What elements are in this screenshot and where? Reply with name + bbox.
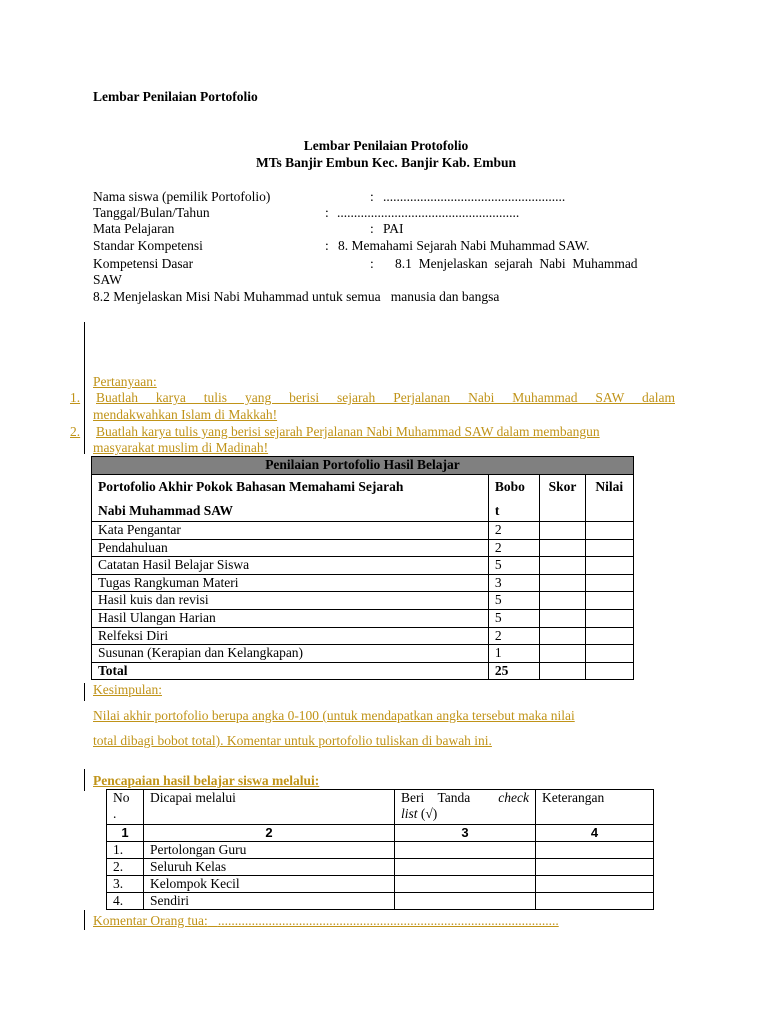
table-row [92, 539, 634, 557]
conclusion-heading: Kesimpulan: [93, 682, 162, 697]
questions-heading: Pertanyaan: [93, 374, 157, 389]
column-number: 4 [536, 825, 654, 842]
field-kd-2: 8.2 Menjelaskan Misi Nabi Muhammad untuk semua manusia dan bangsa [93, 289, 500, 304]
table-title: Penilaian Portofolio Hasil Belajar [92, 457, 634, 475]
row-item: Tugas Rangkuman Materi [92, 574, 489, 592]
question-1-number: 1. [70, 390, 81, 405]
field-subject-colon: : [370, 221, 374, 236]
col-header-no-line2: . [113, 806, 117, 821]
col-header-bobot-line1: Bobo [494, 479, 525, 494]
field-name-value: ...................................................... [383, 189, 566, 204]
row-nilai[interactable] [585, 539, 633, 557]
field-name-colon: : [370, 189, 374, 204]
row-nilai[interactable] [585, 522, 633, 540]
row-item: Susunan (Kerapian dan Kelangkapan) [92, 645, 489, 663]
row-skor[interactable] [540, 592, 585, 610]
field-name-label: Nama siswa (pemilik Portofolio) [93, 189, 271, 204]
col-header-topic [92, 475, 489, 522]
row-skor[interactable] [540, 574, 585, 592]
row-item: Relfeksi Diri [92, 627, 489, 645]
header-title: Lembar Penilaian Portofolio [93, 89, 258, 104]
total-nilai[interactable] [585, 662, 633, 680]
table-row [92, 522, 634, 540]
row-bobot: 5 [488, 592, 539, 610]
field-subject-label: Mata Pelajaran [93, 221, 175, 236]
row-keterangan[interactable] [536, 893, 654, 910]
margin-bar [84, 322, 85, 454]
row-bobot: 5 [488, 557, 539, 575]
row-skor[interactable] [540, 627, 585, 645]
row-skor[interactable] [540, 609, 585, 627]
doc-subtitle: MTs Banjir Embun Kec. Banjir Kab. Embun [255, 155, 517, 170]
row-no: 2. [107, 859, 144, 876]
row-check[interactable] [395, 876, 536, 893]
row-bobot: 3 [488, 574, 539, 592]
field-date-label: Tanggal/Bulan/Tahun [93, 205, 210, 220]
col-header-bobot-line2: t [494, 503, 500, 518]
margin-bar [84, 910, 85, 930]
table-row [92, 574, 634, 592]
col-header-skor-text: Skor [548, 479, 577, 494]
col-header-topic-line1: Portofolio Akhir Pokok Bahasan Memahami Sejarah [98, 479, 404, 494]
col-header-keterangan: Keterangan [536, 790, 654, 825]
row-no: 4. [107, 893, 144, 910]
row-skor[interactable] [540, 539, 585, 557]
row-skor[interactable] [540, 522, 585, 540]
col-header-dicapai: Dicapai melalui [144, 790, 395, 825]
table-row [92, 609, 634, 627]
column-number-row [107, 825, 654, 842]
row-nilai[interactable] [585, 592, 633, 610]
row-no: 3. [107, 876, 144, 893]
col-header-check-text: Beri Tanda [401, 790, 471, 805]
row-no: 1. [107, 842, 144, 859]
conclusion-line1: Nilai akhir portofolio berupa angka 0-100 (untuk mendapatkan angka tersebut maka nilai [93, 708, 575, 723]
total-label: Total [92, 662, 489, 680]
row-nilai[interactable] [585, 574, 633, 592]
field-kd-label: Kompetensi Dasar [93, 256, 194, 271]
col-header-bobot [488, 475, 539, 522]
row-item: Sendiri [144, 893, 395, 910]
col-header-check-symbol: (√) [420, 806, 438, 821]
column-number: 3 [395, 825, 536, 842]
row-skor[interactable] [540, 557, 585, 575]
row-item: Catatan Hasil Belajar Siswa [92, 557, 489, 575]
row-nilai[interactable] [585, 645, 633, 663]
question-2-line2: masyarakat muslim di Madinah! [93, 440, 269, 455]
table-row [107, 842, 654, 859]
row-keterangan[interactable] [536, 876, 654, 893]
row-keterangan[interactable] [536, 859, 654, 876]
row-item: Pertolongan Guru [144, 842, 395, 859]
question-1-line2: mendakwahkan Islam di Makkah! [93, 407, 278, 422]
col-header-topic-line2: Nabi Muhammad SAW [98, 503, 234, 518]
col-header-skor [540, 475, 585, 522]
row-bobot: 2 [488, 627, 539, 645]
row-item: Kata Pengantar [92, 522, 489, 540]
col-header-nilai-text: Nilai [595, 479, 624, 494]
parent-comment-label: Komentar Orang tua: [93, 913, 208, 928]
portfolio-assessment-table [91, 456, 634, 680]
margin-bar [84, 769, 85, 791]
row-item: Hasil Ulangan Harian [92, 609, 489, 627]
total-value: 25 [488, 662, 539, 680]
col-header-check-italic: check [498, 790, 529, 805]
row-bobot: 2 [488, 539, 539, 557]
achievement-heading: Pencapaian hasil belajar siswa melalui: [93, 773, 320, 788]
row-item: Kelompok Kecil [144, 876, 395, 893]
row-item: Pendahuluan [92, 539, 489, 557]
doc-title: Lembar Penilaian Protofolio [303, 138, 469, 153]
achievement-table [106, 789, 654, 910]
row-nilai[interactable] [585, 609, 633, 627]
field-kd-colon: : [370, 256, 374, 271]
col-header-no-line1: No [113, 790, 130, 805]
col-header-nilai [585, 475, 633, 522]
row-item: Hasil kuis dan revisi [92, 592, 489, 610]
row-check[interactable] [395, 859, 536, 876]
row-bobot: 5 [488, 609, 539, 627]
row-keterangan[interactable] [536, 842, 654, 859]
field-sk-colon: : [325, 238, 329, 253]
table-row [92, 592, 634, 610]
row-check[interactable] [395, 842, 536, 859]
field-date-colon: : [325, 205, 329, 220]
field-kd-continuation: SAW [93, 272, 122, 287]
col-header-no [107, 790, 144, 825]
field-date-value: ...................................................... [337, 205, 520, 220]
col-header-check [395, 790, 536, 825]
table-row [107, 876, 654, 893]
row-skor[interactable] [540, 645, 585, 663]
question-1-line1: Buatlah karya tulis yang berisi sejarah Perjalanan Nabi Muhammad SAW dalam [96, 390, 675, 405]
table-row [107, 859, 654, 876]
row-bobot: 1 [488, 645, 539, 663]
row-nilai[interactable] [585, 557, 633, 575]
table-row [92, 557, 634, 575]
question-2-line1: Buatlah karya tulis yang berisi sejarah Perjalanan Nabi Muhammad SAW dalam membangun [96, 424, 600, 439]
column-number: 1 [107, 825, 144, 842]
question-2-number: 2. [70, 424, 81, 439]
parent-comment-dots[interactable]: ..................................................................................................... [217, 913, 559, 928]
table-row [92, 645, 634, 663]
margin-bar [84, 683, 85, 701]
row-check[interactable] [395, 893, 536, 910]
table-row [107, 893, 654, 910]
row-item: Seluruh Kelas [144, 859, 395, 876]
total-row [92, 662, 634, 680]
table-row [92, 627, 634, 645]
col-header-check-list: list [401, 806, 418, 821]
field-kd-value: 8.1 Menjelaskan sejarah Nabi Muhammad [395, 256, 638, 271]
parent-comment [93, 913, 559, 929]
conclusion-line2: total dibagi bobot total). Komentar untuk portofolio tuliskan di bawah ini. [93, 733, 492, 748]
field-sk-value: 8. Memahami Sejarah Nabi Muhammad SAW. [338, 238, 590, 253]
column-number: 2 [144, 825, 395, 842]
row-nilai[interactable] [585, 627, 633, 645]
total-skor[interactable] [540, 662, 585, 680]
field-subject-value: PAI [383, 221, 404, 236]
field-sk-label: Standar Kompetensi [93, 238, 203, 253]
row-bobot: 2 [488, 522, 539, 540]
